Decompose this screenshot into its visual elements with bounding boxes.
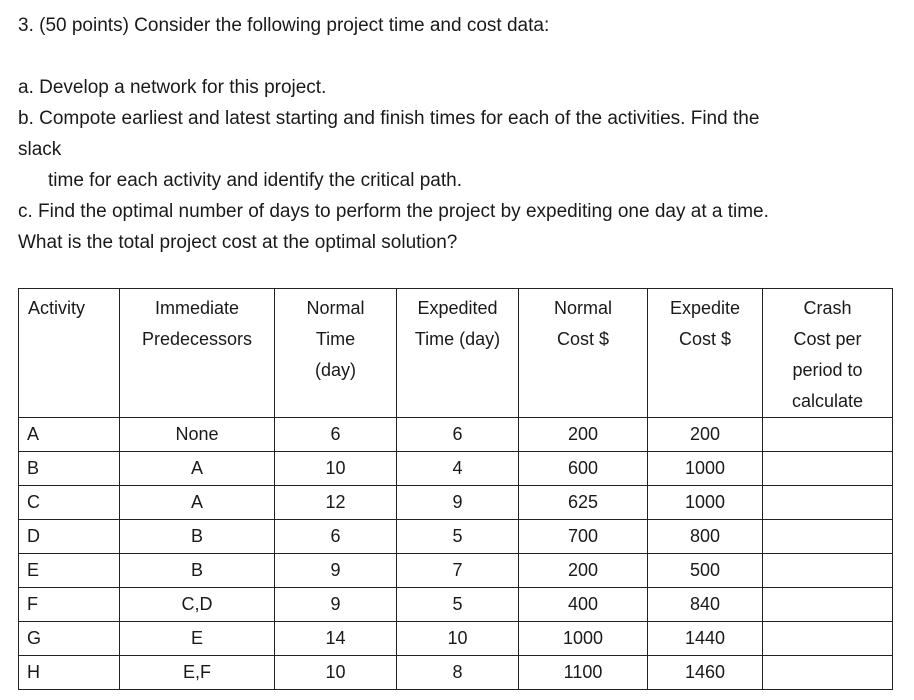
predecessors-cell: A <box>120 486 275 520</box>
activity-cell: B <box>19 452 120 486</box>
table-row <box>19 656 893 690</box>
header-expedited-time: Expedited Time (day) <box>397 289 519 418</box>
crash-cost-cell <box>763 486 893 520</box>
header-normal-cost: Normal Cost $ <box>519 289 648 418</box>
expedited-time-cell: 4 <box>397 452 519 486</box>
activity-cell: D <box>19 520 120 554</box>
activity-cell: G <box>19 622 120 656</box>
table-row <box>19 452 893 486</box>
expedite-cost-cell: 1440 <box>648 622 763 656</box>
part-a: a. Develop a network for this project. <box>18 77 327 98</box>
normal-cost-cell: 1100 <box>519 656 648 690</box>
expedited-time-cell: 9 <box>397 486 519 520</box>
table-body <box>19 418 893 690</box>
crash-cost-cell <box>763 452 893 486</box>
expedited-time-cell: 5 <box>397 588 519 622</box>
crash-cost-cell <box>763 418 893 452</box>
table-row <box>19 418 893 452</box>
table-header <box>19 289 893 418</box>
crash-cost-cell <box>763 588 893 622</box>
crash-cost-cell <box>763 554 893 588</box>
activity-cell: C <box>19 486 120 520</box>
normal-cost-cell: 200 <box>519 418 648 452</box>
normal-cost-cell: 600 <box>519 452 648 486</box>
normal-time-cell: 6 <box>275 520 397 554</box>
normal-time-cell: 14 <box>275 622 397 656</box>
predecessors-cell: C,D <box>120 588 275 622</box>
expedite-cost-cell: 840 <box>648 588 763 622</box>
table-row <box>19 588 893 622</box>
crash-cost-cell <box>763 656 893 690</box>
predecessors-cell: B <box>120 520 275 554</box>
predecessors-cell: E <box>120 622 275 656</box>
expedited-time-cell: 5 <box>397 520 519 554</box>
normal-time-cell: 12 <box>275 486 397 520</box>
part-b-line-2: slack <box>18 139 62 160</box>
project-data-table <box>18 288 893 690</box>
expedite-cost-cell: 800 <box>648 520 763 554</box>
question-text <box>18 10 898 258</box>
activity-cell: F <box>19 588 120 622</box>
crash-cost-cell <box>763 622 893 656</box>
expedited-time-cell: 10 <box>397 622 519 656</box>
normal-cost-cell: 1000 <box>519 622 648 656</box>
part-b-line-1: b. Compote earliest and latest starting and finish times for each of the activities. Find the <box>18 108 760 129</box>
normal-cost-cell: 625 <box>519 486 648 520</box>
expedite-cost-cell: 1000 <box>648 486 763 520</box>
part-c-line-2: What is the total project cost at the optimal solution? <box>18 232 458 253</box>
part-b-line-3: time for each activity and identify the critical path. <box>48 170 462 191</box>
normal-time-cell: 10 <box>275 452 397 486</box>
table-row <box>19 622 893 656</box>
predecessors-cell: B <box>120 554 275 588</box>
normal-time-cell: 10 <box>275 656 397 690</box>
expedite-cost-cell: 1460 <box>648 656 763 690</box>
expedited-time-cell: 8 <box>397 656 519 690</box>
activity-cell: E <box>19 554 120 588</box>
normal-cost-cell: 700 <box>519 520 648 554</box>
part-c-line-1: c. Find the optimal number of days to perform the project by expediting one day at a time. <box>18 201 769 222</box>
header-crash-cost: Crash Cost per period to calculate <box>763 289 893 418</box>
crash-cost-cell <box>763 520 893 554</box>
normal-time-cell: 9 <box>275 588 397 622</box>
table-row <box>19 554 893 588</box>
activity-cell: A <box>19 418 120 452</box>
expedited-time-cell: 6 <box>397 418 519 452</box>
expedited-time-cell: 7 <box>397 554 519 588</box>
normal-time-cell: 9 <box>275 554 397 588</box>
expedite-cost-cell: 1000 <box>648 452 763 486</box>
table-row <box>19 520 893 554</box>
header-normal-time: Normal Time (day) <box>275 289 397 418</box>
predecessors-cell: A <box>120 452 275 486</box>
normal-cost-cell: 200 <box>519 554 648 588</box>
header-activity: Activity <box>19 289 120 418</box>
expedite-cost-cell: 500 <box>648 554 763 588</box>
header-expedite-cost: Expedite Cost $ <box>648 289 763 418</box>
table-row <box>19 486 893 520</box>
header-predecessors: Immediate Predecessors <box>120 289 275 418</box>
expedite-cost-cell: 200 <box>648 418 763 452</box>
activity-cell: H <box>19 656 120 690</box>
predecessors-cell: None <box>120 418 275 452</box>
question-header: 3. (50 points) Consider the following project time and cost data: <box>18 15 550 36</box>
predecessors-cell: E,F <box>120 656 275 690</box>
normal-cost-cell: 400 <box>519 588 648 622</box>
normal-time-cell: 6 <box>275 418 397 452</box>
